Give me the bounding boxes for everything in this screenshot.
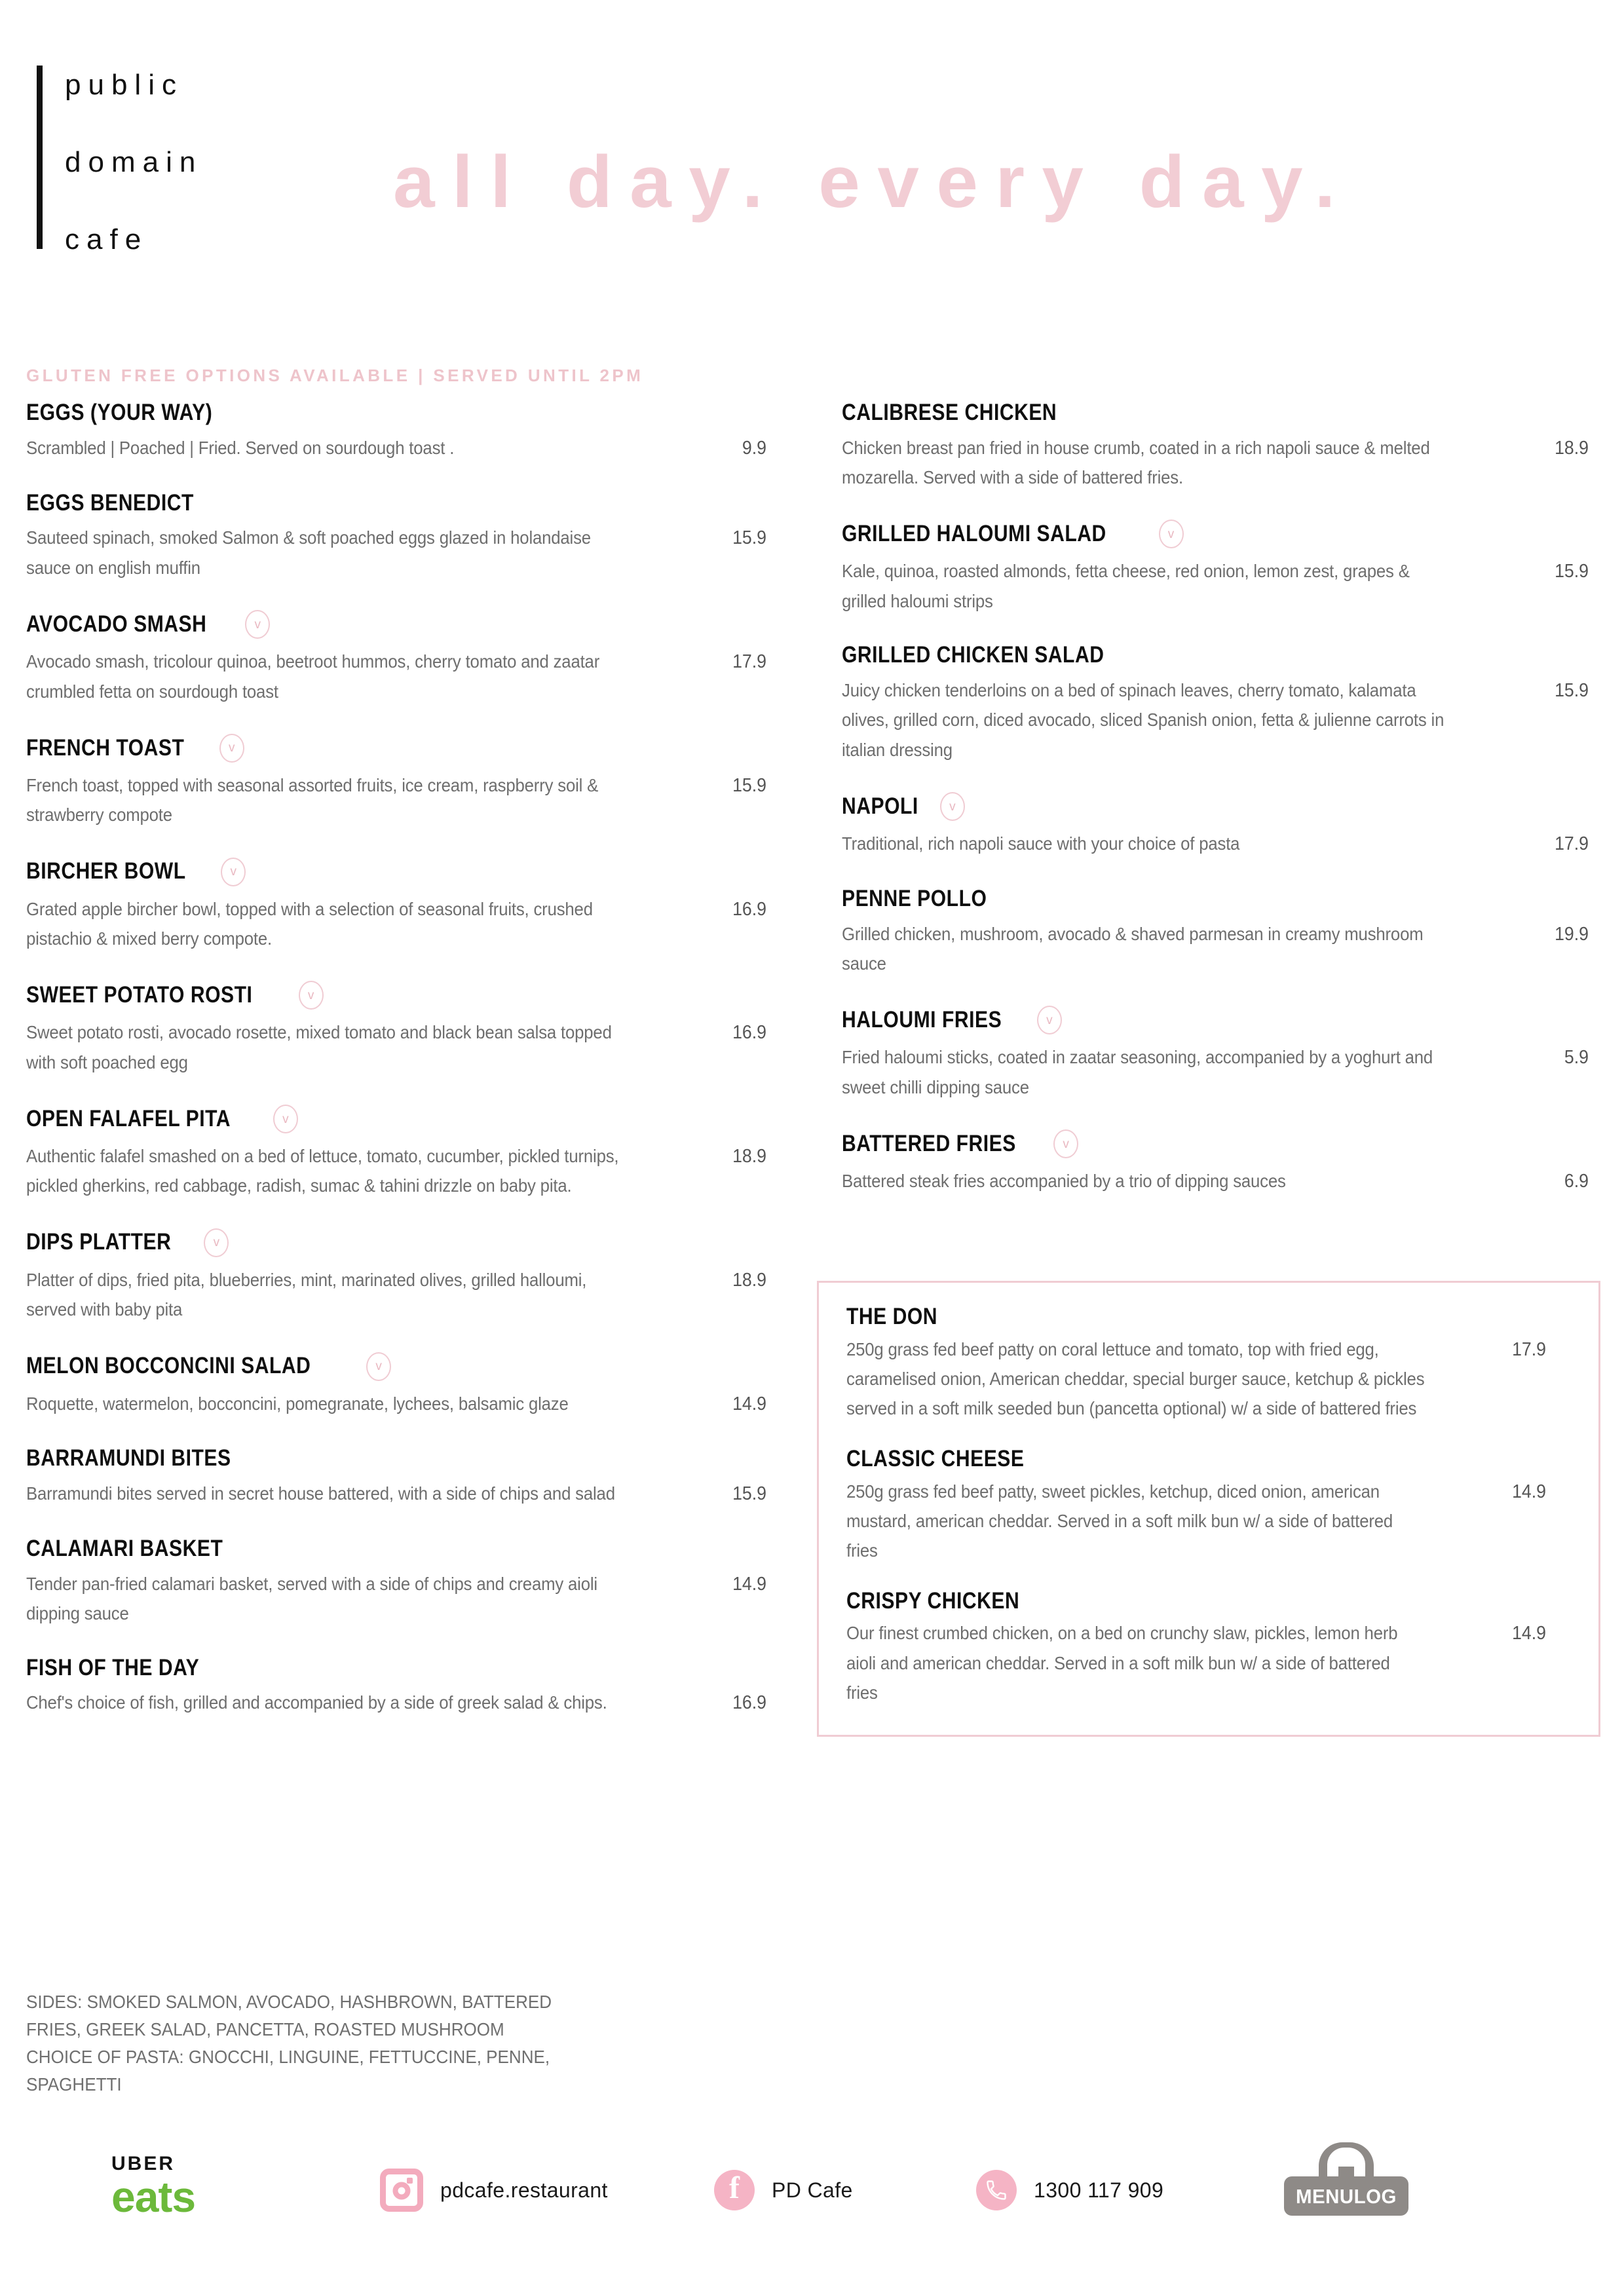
menu-item [26,1537,773,1628]
menu-item [26,491,773,582]
instagram-link[interactable] [380,2169,608,2212]
menu-item [846,1447,1571,1566]
menu-item-description: Juicy chicken tenderloins on a bed of spinach leaves, cherry tomato, kalamata olives, grilled corn, diced avocado, sliced Spanish onion, fetta & julienne carrots in italian dressing [842,679,1445,760]
phone-icon [976,2170,1017,2210]
menu-item-name: EGGS BENEDICT [26,489,194,516]
menu-item [26,610,773,706]
vegetarian-badge-icon: v [245,610,270,639]
facebook-handle: PD Cafe [772,2178,853,2202]
menu-item [26,1656,773,1719]
menu-item-price: 14.9 [1512,1623,1546,1644]
menu-item-header [26,1228,773,1257]
menu-item-description: Avocado smash, tricolour quinoa, beetroot hummos, cherry tomato and zaatar crumbled fetta on sourdough toast [26,651,600,702]
menu-column-right [842,401,1602,1197]
menu-item-price: 15.9 [732,527,766,549]
facebook-icon: f [714,2170,755,2210]
menu-item-price: 14.9 [732,1393,766,1414]
page-footer [0,2142,1624,2260]
menu-item [842,520,1602,616]
menu-item-header [26,1105,773,1133]
menu-item-description: Tender pan-fried calamari basket, served with a side of chips and creamy aioli dipping sauce [26,1573,597,1624]
menu-item-header [846,1305,1571,1329]
sides-line-3: CHOICE OF PASTA: GNOCCHI, LINGUINE, FETTUCCINE, PENNE, [26,2047,550,2067]
menu-item-header [26,734,773,763]
menu-item-body [842,919,1602,979]
menu-item-price: 15.9 [1555,561,1589,582]
page-header [0,0,1624,308]
menu-item-header [26,981,773,1010]
menu-item-name: CRISPY CHICKEN [846,1587,1020,1614]
ubereats-logo [111,2153,196,2221]
menu-item [26,1352,773,1420]
menu-item-name: BIRCHER BOWL [26,858,186,884]
menu-item-name: SWEET POTATO ROSTI [26,981,253,1008]
menu-item-description: Chicken breast pan fried in house crumb, coated in a rich napoli sauce & melted mozarella. Served with a side of battered fries. [842,437,1430,488]
menu-item-description: Sauteed spinach, smoked Salmon & soft poached eggs glazed in holandaise sauce on english muffin [26,527,591,578]
menu-item-body [842,675,1602,765]
menu-item [842,401,1602,492]
menu-item [846,1589,1571,1708]
menu-item-header [26,1352,773,1381]
vegetarian-badge-icon: v [299,981,324,1010]
vegetarian-badge-icon: v [1159,520,1184,548]
menu-item-name: PENNE POLLO [842,885,987,911]
menu-item-body [842,829,1602,860]
menu-item-price: 6.9 [1564,1171,1589,1192]
menu-item-description: French toast, topped with seasonal assorted fruits, ice cream, raspberry soil & strawberry compote [26,774,599,825]
menulog-link[interactable] [1284,2142,1408,2216]
sides-line-4: SPAGHETTI [26,2074,122,2094]
menu-item-header [842,520,1602,548]
menu-item-header [842,643,1602,668]
menu-item-name: GRILLED CHICKEN SALAD [842,642,1105,668]
menu-item-price: 15.9 [732,774,766,796]
menu-item-body [26,1389,773,1420]
menu-item-name: BARRAMUNDI BITES [26,1445,231,1471]
ubereats-eats-text: eats [111,2172,196,2221]
menu-item-body [26,1265,773,1325]
menu-item-body [842,433,1602,493]
menu-item-header [26,1447,773,1471]
facebook-link[interactable] [714,2170,853,2210]
menu-item-body [26,523,773,582]
menu-item-description: 250g grass fed beef patty on coral lettuce and tomato, top with fried egg, caramelised onion, American cheddar, special burger sauce, ketchup & pickles served in a soft milk seeded bun (pancetta optional) w/ a side of battered fries [846,1338,1425,1419]
menu-item-header [26,610,773,639]
menu-item-description: 250g grass fed beef patty, sweet pickles, ketchup, diced onion, american mustard, american cheddar. Served in a soft milk bun w/ a side of battered fries [846,1481,1393,1561]
instagram-icon [380,2169,423,2212]
menu-item-name: THE DON [846,1304,938,1329]
menu-item-body [26,1017,773,1077]
menu-item-price: 18.9 [732,1269,766,1291]
menu-item-description: Grated apple bircher bowl, topped with a selection of seasonal fruits, crushed pistachio & mixed berry compote. [26,898,593,949]
menu-item [26,1105,773,1201]
menu-item-header [846,1589,1571,1614]
menu-item [26,1447,773,1509]
menu-item-name: CALAMARI BASKET [26,1536,223,1562]
menu-item-body [846,1335,1571,1424]
menu-item-price: 17.9 [1555,833,1589,855]
menu-column-left [26,401,773,1718]
menulog-label-bar [1284,2176,1408,2216]
menu-item-body [26,1569,773,1629]
menu-item-name: CALIBRESE CHICKEN [842,400,1057,425]
menu-item-header [846,1447,1571,1471]
logo-line-1: public [65,69,183,101]
menu-item [26,1228,773,1325]
menu-item-header [842,887,1602,911]
menu-item [26,858,773,954]
sides-line-1: SIDES: SMOKED SALMON, AVOCADO, HASHBROWN, BATTERED [26,1992,552,2012]
menu-item-name: DIPS PLATTER [26,1229,172,1255]
phone-link[interactable] [976,2170,1163,2210]
menu-item-price: 16.9 [732,1022,766,1044]
menu-item-body [26,1688,773,1718]
menu-item-description: Scrambled | Poached | Fried. Served on sourdough toast . [26,437,455,458]
menu-item-name: CLASSIC CHEESE [846,1445,1025,1471]
menu-item-price: 15.9 [732,1483,766,1505]
menu-item-body [842,1166,1602,1197]
menu-item-header [26,858,773,886]
menu-item-name: FRENCH TOAST [26,734,185,761]
menu-item-name: MELON BOCCONCINI SALAD [26,1353,311,1379]
menu-item-price: 16.9 [732,1692,766,1714]
menu-item-price: 18.9 [732,1146,766,1167]
menu-item [26,734,773,830]
menu-item-name: BATTERED FRIES [842,1130,1016,1156]
vegetarian-badge-icon: v [1053,1129,1078,1158]
menu-item-name: EGGS (YOUR WAY) [26,400,213,425]
logo-wordmark [65,66,202,261]
menu-item-price: 14.9 [732,1573,766,1595]
logo-line-3: cafe [65,223,149,256]
ubereats-uber-text: UBER [111,2153,176,2174]
gluten-free-banner: GLUTEN FREE OPTIONS AVAILABLE | SERVED UNTIL 2PM [26,366,644,385]
vegetarian-badge-icon: v [1037,1006,1062,1034]
menu-item-description: Fried haloumi sticks, coated in zaatar seasoning, accompanied by a yoghurt and sweet chilli dipping sauce [842,1047,1433,1097]
menu-item-header [26,1656,773,1680]
menu-item-body [26,1479,773,1509]
menu-item-header [842,1129,1602,1158]
menu-item-description: Sweet potato rosti, avocado rosette, mixed tomato and black bean salsa topped with soft poached egg [26,1022,612,1072]
menu-item-header [842,1006,1602,1034]
menu-item-description: Barramundi bites served in secret house battered, with a side of chips and salad [26,1483,615,1504]
menu-item-description: Authentic falafel smashed on a bed of lettuce, tomato, cucumber, pickled turnips, pickled gherkins, red cabbage, radish, sumac & tahini drizzle on baby pita. [26,1146,619,1196]
menu-item [846,1305,1571,1424]
menu-item-body [26,1141,773,1201]
menulog-label: MENULOG [1296,2184,1397,2208]
menu-item-name: GRILLED HALOUMI SALAD [842,521,1106,547]
menu-item-name: NAPOLI [842,793,918,819]
menu-item-description: Our finest crumbed chicken, on a bed on crunchy slaw, pickles, lemon herb aioli and american cheddar. Served in a soft milk bun w/ a side of battered fries [846,1623,1398,1703]
sides-line-2: FRIES, GREEK SALAD, PANCETTA, ROASTED MUSHROOM [26,2019,504,2039]
menu-item-name: AVOCADO SMASH [26,611,207,637]
menu-item-body [26,647,773,706]
menu-item-description: Battered steak fries accompanied by a trio of dipping sauces [842,1171,1286,1192]
vegetarian-badge-icon: v [221,858,246,886]
menu-item-price: 19.9 [1555,923,1589,945]
menu-item [842,1129,1602,1197]
menu-item-header [842,792,1602,821]
menu-item-price: 14.9 [1512,1481,1546,1502]
menu-item-description: Platter of dips, fried pita, blueberries, mint, marinated olives, grilled halloumi, served with baby pita [26,1269,587,1320]
menu-item-price: 15.9 [1555,679,1589,701]
ubereats-link[interactable] [111,2153,196,2221]
menu-item [842,643,1602,765]
menu-item-body [26,894,773,954]
vegetarian-badge-icon: v [366,1352,391,1381]
menu-item-body [846,1618,1571,1707]
menulog-logo [1284,2142,1408,2216]
menu-item-header [26,1537,773,1561]
menu-item-name: FISH OF THE DAY [26,1654,200,1680]
menu-item-price: 5.9 [1564,1047,1589,1069]
vegetarian-badge-icon: v [273,1105,298,1133]
logo-vertical-rule [37,66,43,249]
menu-item-body [842,556,1602,616]
menu-item [842,792,1602,860]
logo-line-2: domain [65,146,203,178]
menu-item-description: Grilled chicken, mushroom, avocado & shaved parmesan in creamy mushroom sauce [842,923,1424,974]
menu-item-price: 18.9 [1555,437,1589,459]
menu-item [842,1006,1602,1102]
menu-item-body [842,1042,1602,1102]
tagline: all day. every day. [393,141,1353,223]
menu-item-header [842,401,1602,425]
vegetarian-badge-icon: v [219,734,244,763]
sides-note [26,1988,709,2098]
menu-item-name: OPEN FALAFEL PITA [26,1105,231,1131]
menu-item-body [26,433,773,464]
menu-item [842,887,1602,978]
menu-item-body [26,770,773,830]
menu-item-description: Chef's choice of fish, grilled and accompanied by a side of greek salad & chips. [26,1692,607,1713]
burger-feature-box [817,1281,1600,1737]
menu-item-header [26,491,773,516]
menu-item-price: 9.9 [742,437,766,459]
menu-item-price: 16.9 [732,898,766,920]
menu-item-price: 17.9 [1512,1338,1546,1360]
vegetarian-badge-icon: v [204,1228,229,1257]
menu-item-price: 17.9 [732,651,766,673]
menu-item-description: Traditional, rich napoli sauce with your choice of pasta [842,833,1240,854]
brand-logo [37,66,202,261]
menu-item-description: Roquette, watermelon, bocconcini, pomegranate, lychees, balsamic glaze [26,1393,569,1414]
menu-item [26,981,773,1077]
menu-item-header [26,401,773,425]
phone-number: 1300 117 909 [1034,2178,1164,2202]
menu-item-body [846,1477,1571,1566]
vegetarian-badge-icon: v [940,792,965,821]
menu-item-name: HALOUMI FRIES [842,1007,1002,1033]
menu-item [26,401,773,464]
menu-item-description: Kale, quinoa, roasted almonds, fetta cheese, red onion, lemon zest, grapes & grilled haloumi strips [842,561,1410,611]
instagram-handle: pdcafe.restaurant [440,2178,608,2202]
